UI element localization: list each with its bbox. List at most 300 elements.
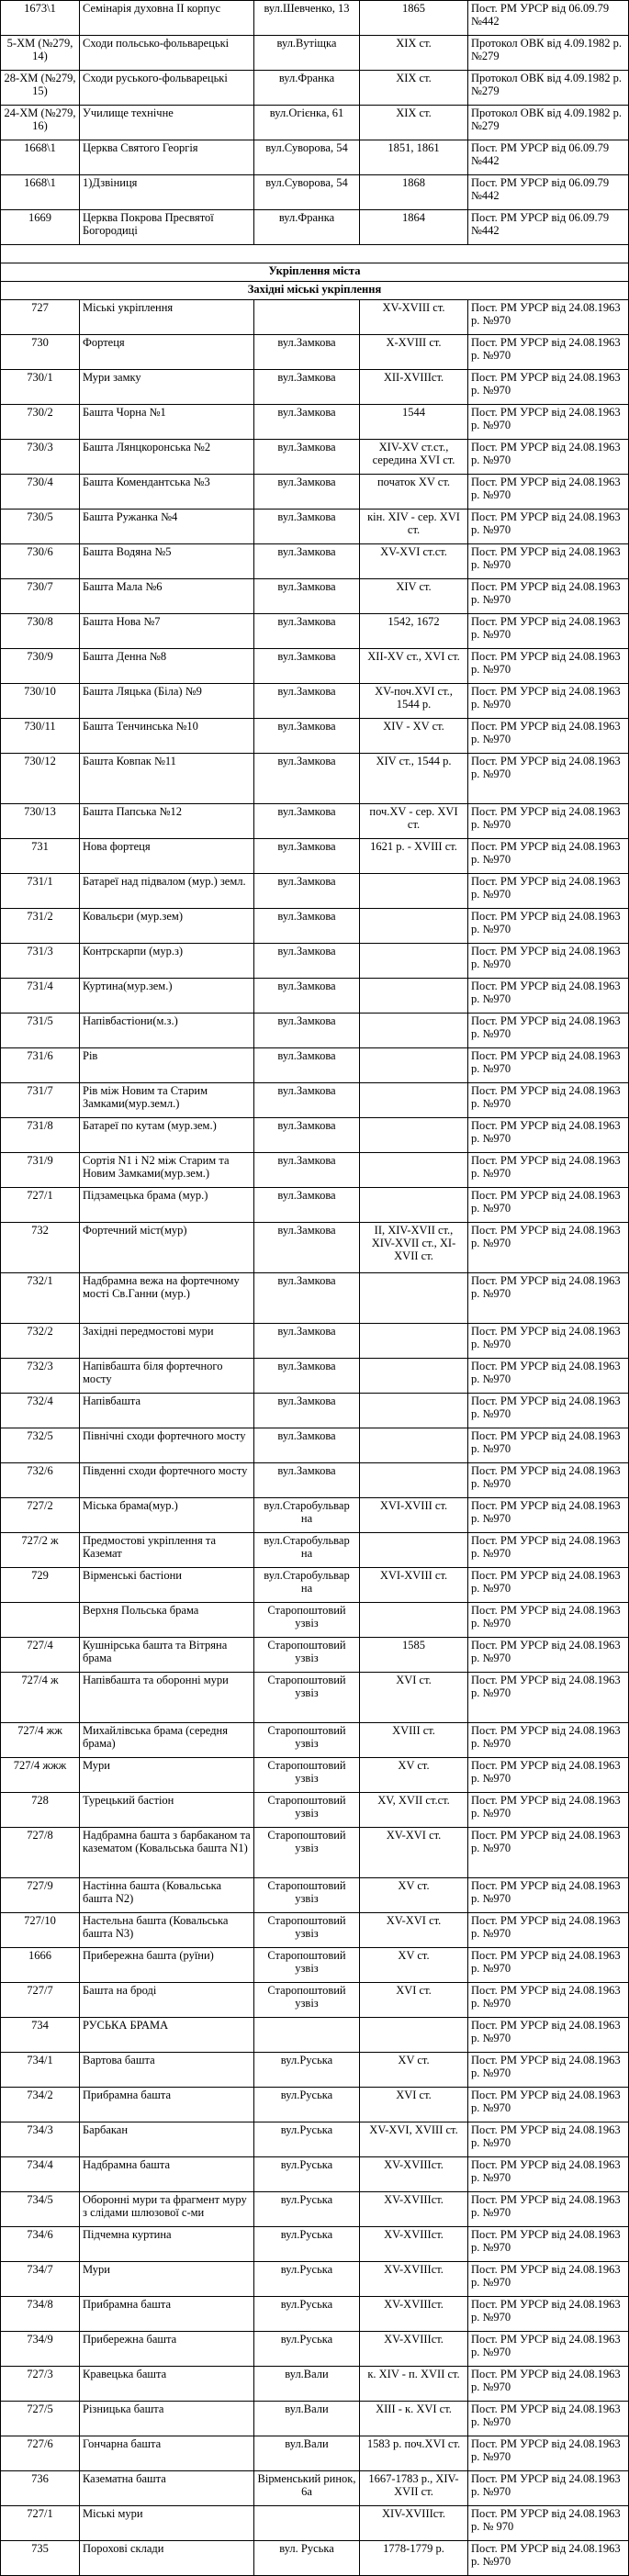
monument-name: Церква Святого Георгія — [80, 140, 254, 175]
monument-number: 727/1 — [1, 1188, 80, 1223]
monument-number: 1666 — [1, 1948, 80, 1983]
monument-address: вул.Замкова — [254, 1153, 360, 1188]
subsection-title-row — [1, 282, 629, 300]
table-row — [1, 1498, 629, 1533]
monument-date — [360, 1533, 468, 1568]
monument-address: Старопоштовий узвіз — [254, 1913, 360, 1948]
protection-document: Пост. РМ УРСР від 06.09.79 №442 — [468, 175, 629, 210]
monument-address: вул.Руська — [254, 2192, 360, 2227]
protection-document: Пост. РМ УРСР від 24.08.1963 р. №970 — [468, 1048, 629, 1083]
monument-date: II, XIV-XVII ст., XIV-XVII ст., XI-XVII ст. — [360, 1223, 468, 1273]
monument-date: XVIII ст. — [360, 1723, 468, 1758]
monument-date: XIV - XV ст. — [360, 719, 468, 754]
protection-document: Пост. РМ УРСР від 24.08.1963 р. №970 — [468, 684, 629, 719]
monument-name: Верхня Польська брама — [80, 1603, 254, 1638]
monument-address: вул.Огієнка, 61 — [254, 106, 360, 140]
protection-document: Пост. РМ УРСР від 24.08.1963 р. №970 — [468, 405, 629, 440]
monument-date — [360, 909, 468, 944]
table-row — [1, 944, 629, 979]
monument-date — [360, 874, 468, 909]
monument-date — [360, 1083, 468, 1118]
table-row — [1, 874, 629, 909]
subsection-title: Західні міські укріплення — [1, 282, 629, 300]
table-row — [1, 1273, 629, 1324]
monument-name: Напівбашта — [80, 1394, 254, 1428]
monument-number: 734/9 — [1, 2332, 80, 2367]
table-row — [1, 1758, 629, 1793]
table-row — [1, 1723, 629, 1758]
table-row — [1, 839, 629, 874]
monument-date: XV-XVIII ст. — [360, 300, 468, 335]
monument-address: вул.Замкова — [254, 1014, 360, 1048]
monument-address: вул.Замкова — [254, 1188, 360, 1223]
monument-address: Старопоштовий узвіз — [254, 1828, 360, 1878]
table-row — [1, 1324, 629, 1359]
monument-name: Башта Лянцкоронська №2 — [80, 440, 254, 475]
protection-document: Протокол ОВК від 4.09.1982 р. №279 — [468, 36, 629, 71]
table-row — [1, 804, 629, 839]
table-row — [1, 2332, 629, 2367]
protection-document: Пост. РМ УРСР від 24.08.1963 р. №970 — [468, 1603, 629, 1638]
monument-name: Надбрамна вежа на фортечному мості Св.Ганни (мур.) — [80, 1273, 254, 1324]
protection-document: Пост. РМ УРСР від 24.08.1963 р. №970 — [468, 1948, 629, 1983]
monument-date: XIV ст. — [360, 579, 468, 614]
protection-document: Пост. РМ УРСР від 24.08.1963 р. №970 — [468, 1153, 629, 1188]
monument-date: XII-XV ст., XVI ст. — [360, 649, 468, 684]
monument-date: 1865 — [360, 1, 468, 36]
monument-number: 731/2 — [1, 909, 80, 944]
monument-name: РУСЬКА БРАМА — [80, 2018, 254, 2053]
monument-name: Мури — [80, 2262, 254, 2297]
protection-document: Пост. РМ УРСР від 24.08.1963 р. №970 — [468, 2332, 629, 2367]
monument-name: Кушнірська башта та Вітряна брама — [80, 1638, 254, 1673]
table-row — [1, 1083, 629, 1118]
monument-name: Сходи руського-фольварецькі — [80, 71, 254, 106]
monument-date — [360, 2018, 468, 2053]
monument-date: 1621 р. - XVIII ст. — [360, 839, 468, 874]
monument-address: вул.Замкова — [254, 719, 360, 754]
monument-number: 730/7 — [1, 579, 80, 614]
table-row — [1, 649, 629, 684]
protection-document: Пост. РМ УРСР від 24.08.1963 р. №970 — [468, 1568, 629, 1603]
monument-name: Башта Чорна №1 — [80, 405, 254, 440]
protection-document: Пост. РМ УРСР від 24.08.1963 р. №970 — [468, 1188, 629, 1223]
monument-date — [360, 1428, 468, 1463]
protection-document: Пост. РМ УРСР від 24.08.1963 р. №970 — [468, 1793, 629, 1828]
monument-address: вул.Шевченко, 13 — [254, 1, 360, 36]
table-row — [1, 370, 629, 405]
protection-document: Пост. РМ УРСР від 24.08.1963 р. №970 — [468, 2227, 629, 2262]
protection-document: Пост. РМ УРСР від 24.08.1963 р. №970 — [468, 839, 629, 874]
monument-number: 732/4 — [1, 1394, 80, 1428]
monument-address — [254, 2506, 360, 2541]
table-row — [1, 909, 629, 944]
monument-address: вул.Замкова — [254, 874, 360, 909]
monument-name: Башта Мала №6 — [80, 579, 254, 614]
protection-document: Пост. РМ УРСР від 24.08.1963 р. №970 — [468, 2402, 629, 2436]
monument-name: Вартова башта — [80, 2053, 254, 2088]
table-row — [1, 1463, 629, 1498]
monument-number: 732/6 — [1, 1463, 80, 1498]
monument-name: Підзамецька брама (мур.) — [80, 1188, 254, 1223]
monument-address: вул.Замкова — [254, 979, 360, 1014]
protection-document: Пост. РМ УРСР від 24.08.1963 р. №970 — [468, 1673, 629, 1723]
monument-address: вул.Замкова — [254, 1273, 360, 1324]
protection-document: Пост. РМ УРСР від 24.08.1963 р. №970 — [468, 544, 629, 579]
monument-address: вул.Вали — [254, 2402, 360, 2436]
monument-address: вул.Вали — [254, 2367, 360, 2402]
table-row — [1, 979, 629, 1014]
table-row — [1, 544, 629, 579]
protection-document: Пост. РМ УРСР від 24.08.1963 р. №970 — [468, 1758, 629, 1793]
section-blank-row — [1, 245, 629, 263]
table-row — [1, 2297, 629, 2332]
monument-name: Батареї над підвалом (мур.) земл. — [80, 874, 254, 909]
monument-address: вул.Замкова — [254, 440, 360, 475]
monument-address: вул.Старобульвар на — [254, 1533, 360, 1568]
monument-date: ХІХ ст. — [360, 106, 468, 140]
protection-document: Пост. РМ УРСР від 24.08.1963 р. №970 — [468, 1324, 629, 1359]
table-row — [1, 71, 629, 106]
table-row — [1, 1828, 629, 1878]
protection-document: Пост. РМ УРСР від 24.08.1963 р. №970 — [468, 2018, 629, 2053]
monument-address: вул.Замкова — [254, 370, 360, 405]
table-row — [1, 1983, 629, 2018]
table-row — [1, 1913, 629, 1948]
monument-address: вул.Замкова — [254, 1083, 360, 1118]
monument-name: Міські укріплення — [80, 300, 254, 335]
monument-name: Настельна башта (Ковальська башта N3) — [80, 1913, 254, 1948]
monument-address: вул. Руська — [254, 2541, 360, 2576]
monument-date: 1544 — [360, 405, 468, 440]
monument-address: вул.Замкова — [254, 614, 360, 649]
monument-date: XV, XVII ст.ст. — [360, 1793, 468, 1828]
monument-name: Училище технічне — [80, 106, 254, 140]
monument-address: вул.Замкова — [254, 510, 360, 544]
monument-date: 1583 р. поч.XVI ст. — [360, 2436, 468, 2471]
table-row — [1, 1638, 629, 1673]
protection-document: Пост. РМ УРСР від 24.08.1963 р. №970 — [468, 2157, 629, 2192]
monument-address: вул.Руська — [254, 2227, 360, 2262]
monument-name: Західні передмостові мури — [80, 1324, 254, 1359]
table-row — [1, 175, 629, 210]
monument-number: 727/2 ж — [1, 1533, 80, 1568]
monument-number: 727/3 — [1, 2367, 80, 2402]
monument-address: вул.Старобульвар на — [254, 1568, 360, 1603]
protection-document: Пост. РМ УРСР від 24.08.1963 р. №970 — [468, 1878, 629, 1913]
monument-number: 727/1 — [1, 2506, 80, 2541]
monument-date — [360, 1394, 468, 1428]
table-row — [1, 1394, 629, 1428]
table-row — [1, 2088, 629, 2122]
table-row — [1, 2402, 629, 2436]
monument-address: вул.Суворова, 54 — [254, 175, 360, 210]
monument-number: 732/2 — [1, 1324, 80, 1359]
monument-address: вул.Руська — [254, 2157, 360, 2192]
monument-name: Михайлівська брама (середня брама) — [80, 1723, 254, 1758]
protection-document: Пост. РМ УРСР від 24.08.1963 р. № 970 — [468, 2506, 629, 2541]
table-row — [1, 1948, 629, 1983]
monument-number: 729 — [1, 1568, 80, 1603]
monument-address: Старопоштовий узвіз — [254, 1983, 360, 2018]
protection-document: Пост. РМ УРСР від 24.08.1963 р. №970 — [468, 649, 629, 684]
monument-name: Башта Денна №8 — [80, 649, 254, 684]
monument-date: 1585 — [360, 1638, 468, 1673]
monument-number: 1668\1 — [1, 175, 80, 210]
monument-address: вул.Старобульвар на — [254, 1498, 360, 1533]
monument-name: Рів — [80, 1048, 254, 1083]
monument-address: вул.Замкова — [254, 839, 360, 874]
monument-number: 727/4 жжж — [1, 1758, 80, 1793]
table-row — [1, 1, 629, 36]
monument-name: Башта Ковпак №11 — [80, 754, 254, 804]
monument-address: вул.Замкова — [254, 544, 360, 579]
monument-date: 1778-1779 р. — [360, 2541, 468, 2576]
monument-number: 730/3 — [1, 440, 80, 475]
protection-document: Пост. РМ УРСР від 24.08.1963 р. №970 — [468, 804, 629, 839]
protection-document: Протокол ОВК від 4.09.1982 р. №279 — [468, 106, 629, 140]
monument-number: 5-ХМ (№279, 14) — [1, 36, 80, 71]
monument-name: Башта Тенчинська №10 — [80, 719, 254, 754]
monument-date: XV ст. — [360, 1758, 468, 1793]
monument-address: вул.Замкова — [254, 909, 360, 944]
monument-address: вул.Замкова — [254, 1048, 360, 1083]
protection-document: Пост. РМ УРСР від 24.08.1963 р. №970 — [468, 1983, 629, 2018]
monument-date: 1542, 1672 — [360, 614, 468, 649]
monument-date — [360, 1188, 468, 1223]
monument-address — [254, 300, 360, 335]
monuments-table-body — [1, 1, 629, 2576]
table-row — [1, 1533, 629, 1568]
monument-date — [360, 1048, 468, 1083]
monument-date: початок XV ст. — [360, 475, 468, 510]
monument-name: Башта Ляцька (Біла) №9 — [80, 684, 254, 719]
protection-document: Пост. РМ УРСР від 24.08.1963 р. №970 — [468, 300, 629, 335]
protection-document: Пост. РМ УРСР від 24.08.1963 р. №970 — [468, 510, 629, 544]
monument-name: Казематна башта — [80, 2471, 254, 2506]
monument-address: вул.Замкова — [254, 754, 360, 804]
monument-number: 730 — [1, 335, 80, 370]
table-row — [1, 440, 629, 475]
protection-document: Пост. РМ УРСР від 24.08.1963 р. №970 — [468, 1223, 629, 1273]
monument-name: Різницька башта — [80, 2402, 254, 2436]
monument-name: Мури замку — [80, 370, 254, 405]
monument-date: XII-XVIIIст. — [360, 370, 468, 405]
monument-name: Південні сходи фортечного мосту — [80, 1463, 254, 1498]
monument-address: вул.Франка — [254, 71, 360, 106]
monument-address: вул.Замкова — [254, 1223, 360, 1273]
protection-document: Пост. РМ УРСР від 24.08.1963 р. №970 — [468, 2122, 629, 2157]
monument-address: Старопоштовий узвіз — [254, 1793, 360, 1828]
table-row — [1, 2367, 629, 2402]
monument-number: 731/4 — [1, 979, 80, 1014]
monument-address: Старопоштовий узвіз — [254, 1723, 360, 1758]
monument-address: вул.Руська — [254, 2297, 360, 2332]
monument-date: XV-XVIIIст. — [360, 2157, 468, 2192]
monument-address: вул.Замкова — [254, 684, 360, 719]
monument-number: 731/9 — [1, 1153, 80, 1188]
monument-number: 727/6 — [1, 2436, 80, 2471]
monument-name: Рів між Новим та Старим Замками(мур.земл.) — [80, 1083, 254, 1118]
monument-name: Гончарна башта — [80, 2436, 254, 2471]
monument-address: вул.Вутіщка — [254, 36, 360, 71]
protection-document: Пост. РМ УРСР від 24.08.1963 р. №970 — [468, 1533, 629, 1568]
monument-date: 1667-1783 р., XIV-XVII ст. — [360, 2471, 468, 2506]
table-row — [1, 1048, 629, 1083]
monument-address: Старопоштовий узвіз — [254, 1878, 360, 1913]
table-row — [1, 405, 629, 440]
protection-document: Пост. РМ УРСР від 24.08.1963 р. №970 — [468, 909, 629, 944]
protection-document: Пост. РМ УРСР від 24.08.1963 р. №970 — [468, 2088, 629, 2122]
monument-date: XIV-XVIIIст. — [360, 2506, 468, 2541]
monument-number: 728 — [1, 1793, 80, 1828]
monument-address: вул.Замкова — [254, 944, 360, 979]
monument-number: 732/5 — [1, 1428, 80, 1463]
table-row — [1, 475, 629, 510]
protection-document: Пост. РМ УРСР від 24.08.1963 р. №970 — [468, 2541, 629, 2576]
monument-number: 731/8 — [1, 1118, 80, 1153]
monument-name: Башта на броді — [80, 1983, 254, 2018]
table-row — [1, 579, 629, 614]
table-row — [1, 1223, 629, 1273]
protection-document: Пост. РМ УРСР від 24.08.1963 р. №970 — [468, 335, 629, 370]
protection-document: Пост. РМ УРСР від 24.08.1963 р. №970 — [468, 1723, 629, 1758]
monument-name: Церква Покрова Пресвятої Богородиці — [80, 210, 254, 245]
monument-number: 727/4 — [1, 1638, 80, 1673]
monument-number: 731/3 — [1, 944, 80, 979]
protection-document: Пост. РМ УРСР від 24.08.1963 р. №970 — [468, 944, 629, 979]
monument-number: 732 — [1, 1223, 80, 1273]
monument-address: вул.Руська — [254, 2332, 360, 2367]
monument-name: Прибрамна башта — [80, 2297, 254, 2332]
protection-document: Пост. РМ УРСР від 24.08.1963 р. №970 — [468, 2262, 629, 2297]
monument-number: 1669 — [1, 210, 80, 245]
monument-name: Надбрамна башта — [80, 2157, 254, 2192]
monument-address: вул.Замкова — [254, 405, 360, 440]
monument-date: XV-XVIIIст. — [360, 2227, 468, 2262]
table-row — [1, 300, 629, 335]
protection-document: Пост. РМ УРСР від 24.08.1963 р. №970 — [468, 2367, 629, 2402]
monument-date — [360, 1153, 468, 1188]
monument-name: Ковальєри (мур.зем) — [80, 909, 254, 944]
monument-number: 731/5 — [1, 1014, 80, 1048]
monument-date — [360, 979, 468, 1014]
table-row — [1, 1603, 629, 1638]
monument-address: вул.Суворова, 54 — [254, 140, 360, 175]
monument-name: Барбакан — [80, 2122, 254, 2157]
monument-number: 734/4 — [1, 2157, 80, 2192]
monument-number: 1673\1 — [1, 1, 80, 36]
protection-document: Пост. РМ УРСР від 24.08.1963 р. №970 — [468, 1118, 629, 1153]
monument-number: 734/2 — [1, 2088, 80, 2122]
monument-number: 731/7 — [1, 1083, 80, 1118]
monument-address: вул.Руська — [254, 2122, 360, 2157]
monument-name: Турецький бастіон — [80, 1793, 254, 1828]
monument-date: XIV ст., 1544 р. — [360, 754, 468, 804]
monument-name: Башта Комендантська №3 — [80, 475, 254, 510]
protection-document: Пост. РМ УРСР від 24.08.1963 р. №970 — [468, 1394, 629, 1428]
protection-document: Пост. РМ УРСР від 24.08.1963 р. №970 — [468, 2192, 629, 2227]
monument-date — [360, 1324, 468, 1359]
table-row — [1, 1673, 629, 1723]
monument-number: 734/8 — [1, 2297, 80, 2332]
monument-date: ХІХ ст. — [360, 71, 468, 106]
monument-name: Сходи польсько-фольварецькі — [80, 36, 254, 71]
monument-address: вул.Замкова — [254, 1463, 360, 1498]
protection-document: Пост. РМ УРСР від 24.08.1963 р. №970 — [468, 1359, 629, 1394]
monument-date — [360, 944, 468, 979]
monument-number: 727/4 жж — [1, 1723, 80, 1758]
table-row — [1, 2192, 629, 2227]
monument-name: 1)Дзвіниця — [80, 175, 254, 210]
table-row — [1, 1428, 629, 1463]
monument-address: вул.Замкова — [254, 1359, 360, 1394]
table-row — [1, 2018, 629, 2053]
monument-number: 731/6 — [1, 1048, 80, 1083]
table-row — [1, 614, 629, 649]
monument-address: Старопоштовий узвіз — [254, 1603, 360, 1638]
monument-date: XV ст. — [360, 1878, 468, 1913]
table-row — [1, 2227, 629, 2262]
table-row — [1, 1568, 629, 1603]
monument-date — [360, 1014, 468, 1048]
table-row — [1, 684, 629, 719]
monument-number: 28-ХМ (№279, 15) — [1, 71, 80, 106]
protection-document: Пост. РМ УРСР від 24.08.1963 р. №970 — [468, 2297, 629, 2332]
monument-number: 731 — [1, 839, 80, 874]
monument-name: Башта Папська №12 — [80, 804, 254, 839]
table-row — [1, 2262, 629, 2297]
monument-name: Вірменські бастіони — [80, 1568, 254, 1603]
table-row — [1, 1793, 629, 1828]
monument-number: 730/1 — [1, 370, 80, 405]
monument-address: вул.Замкова — [254, 1324, 360, 1359]
protection-document: Пост. РМ УРСР від 24.08.1963 р. №970 — [468, 1014, 629, 1048]
monument-name: Порохові склади — [80, 2541, 254, 2576]
monument-date: XV ст. — [360, 2053, 468, 2088]
monument-address: Старопоштовий узвіз — [254, 1673, 360, 1723]
monument-name: Контрскарпи (мур.з) — [80, 944, 254, 979]
monument-date: кін. XIV - сер. XVI ст. — [360, 510, 468, 544]
table-row — [1, 2157, 629, 2192]
section-title-row — [1, 263, 629, 282]
monument-date: XV-XVI, XVIII ст. — [360, 2122, 468, 2157]
monument-name: Прибрамна башта — [80, 2088, 254, 2122]
monument-address: вул.Замкова — [254, 1118, 360, 1153]
table-row — [1, 2506, 629, 2541]
monument-date: XV-XVIIIст. — [360, 2262, 468, 2297]
monument-number: 24-ХМ (№279, 16) — [1, 106, 80, 140]
monument-date: XV-XVIIIст. — [360, 2297, 468, 2332]
monument-date — [360, 1603, 468, 1638]
monument-date — [360, 1463, 468, 1498]
monument-name: Кравецька башта — [80, 2367, 254, 2402]
monument-name: Надбрамна башта з барбаканом та казематом (Ковальська башта N1) — [80, 1828, 254, 1878]
monument-address — [254, 2018, 360, 2053]
monument-number: 734/5 — [1, 2192, 80, 2227]
table-row — [1, 36, 629, 71]
monument-address: вул.Замкова — [254, 475, 360, 510]
monument-number: 735 — [1, 2541, 80, 2576]
monument-date: XIII - к. XVI ст. — [360, 2402, 468, 2436]
protection-document: Пост. РМ УРСР від 24.08.1963 р. №970 — [468, 614, 629, 649]
monument-name: Башта Водяна №5 — [80, 544, 254, 579]
protection-document: Пост. РМ УРСР від 24.08.1963 р. №970 — [468, 1828, 629, 1878]
table-row — [1, 719, 629, 754]
protection-document: Пост. РМ УРСР від 24.08.1963 р. №970 — [468, 2436, 629, 2471]
monument-address: Старопоштовий узвіз — [254, 1638, 360, 1673]
monument-address: вул.Замкова — [254, 649, 360, 684]
